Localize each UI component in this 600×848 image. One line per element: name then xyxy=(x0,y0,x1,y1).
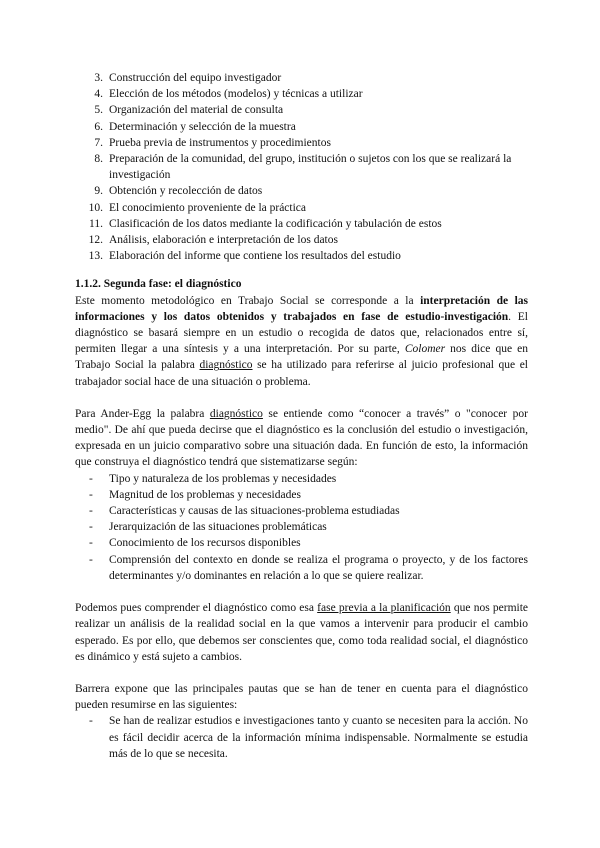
dash-bullet: - xyxy=(89,715,93,728)
list-text: Clasificación de los datos mediante la codificación y tabulación de estos xyxy=(109,217,442,230)
list-text: Obtención y recolección de datos xyxy=(109,185,263,198)
list-item xyxy=(75,119,528,135)
list-text: Elaboración del informe que contiene los resultados del estudio xyxy=(109,250,401,263)
list-number: 4. xyxy=(94,88,103,101)
paragraph-intro: Este momento metodológico en Trabajo Social se corresponde a la interpretación de las informaciones y los datos obtenidos y trabajados en fase de estudio-investigación. El diagnóstico se basará siempre en un estudio o recogida de datos que, relacionados entre sí, permiten llegar a una síntesis y a una interpretación. Por su parte, Colomer nos dice que en Trabajo Social la palabra diagnóstico se ha utilizado para referirse al juicio profesional que el trabajador social hace de una situación o problema. xyxy=(75,294,529,388)
list-text: Análisis, elaboración e interpretación de los datos xyxy=(109,234,338,247)
list-item xyxy=(75,70,528,86)
list-item xyxy=(75,248,528,264)
list-text: Conocimiento de los recursos disponibles xyxy=(109,537,301,550)
list-text: Comprensión del contexto en donde se realiza el programa o proyecto, y de los factores determinantes y/o dominantes en relación a lo que se quiere realizar. xyxy=(109,553,528,582)
list-item xyxy=(75,183,528,199)
list-text: Elección de los métodos (modelos) y técnicas a utilizar xyxy=(109,88,363,101)
list-text: Magnitud de los problemas y necesidades xyxy=(109,488,301,501)
list-item xyxy=(75,151,528,183)
dash-bullet: - xyxy=(89,505,93,518)
underlined-term: diagnóstico xyxy=(199,359,253,372)
list-item xyxy=(75,200,528,216)
list-item xyxy=(75,713,528,762)
underlined-term: fase previa a la planificación xyxy=(317,602,451,615)
list-text: Determinación y selección de la muestra xyxy=(109,120,296,133)
section-heading: 1.1.2. Segunda fase: el diagnóstico xyxy=(75,278,242,291)
list-number: 13. xyxy=(88,250,103,263)
list-number: 3. xyxy=(94,72,103,84)
list-number: 7. xyxy=(94,136,103,149)
list-text: Se han de realizar estudios e investigaciones tanto y cuanto se necesiten para la acción. No es fácil decidir acerca de la información mínima indispensable. Normalmente se estudia más de lo que se necesita. xyxy=(109,715,528,760)
list-item xyxy=(75,216,528,232)
author-name: Colomer xyxy=(404,343,446,356)
dash-list-guidelines xyxy=(75,713,528,762)
dash-bullet: - xyxy=(89,488,93,501)
dash-bullet: - xyxy=(89,553,93,566)
list-item xyxy=(75,86,528,102)
list-text: Organización del material de consulta xyxy=(109,104,284,117)
list-item xyxy=(75,503,528,519)
list-item xyxy=(75,232,528,248)
list-item xyxy=(75,471,528,487)
list-item xyxy=(75,135,528,151)
list-item xyxy=(75,519,528,535)
list-item xyxy=(75,552,528,584)
numbered-steps-list xyxy=(75,70,528,264)
list-text: Tipo y naturaleza de los problemas y necesidades xyxy=(109,472,337,485)
list-number: 5. xyxy=(94,104,103,117)
list-item xyxy=(75,487,528,503)
list-number: 10. xyxy=(88,201,103,214)
list-number: 9. xyxy=(94,185,103,198)
dash-list-criteria xyxy=(75,471,528,584)
dash-bullet: - xyxy=(89,537,93,550)
list-text: Construcción del equipo investigador xyxy=(109,72,282,84)
list-number: 11. xyxy=(89,217,103,230)
list-text: Preparación de la comunidad, del grupo, institución o sujetos con los que se realizará la investigación xyxy=(109,153,512,182)
list-item xyxy=(75,102,528,118)
list-number: 8. xyxy=(94,153,103,166)
list-text: Jerarquización de las situaciones problemáticas xyxy=(109,521,327,534)
list-number: 12. xyxy=(88,234,103,247)
dash-bullet: - xyxy=(89,521,93,534)
dash-bullet: - xyxy=(89,472,93,485)
paragraph-planning: Podemos pues comprender el diagnóstico como esa fase previa a la planificación que nos permite realizar un análisis de la realidad social en la que vamos a intervenir para producir el cambio esperado. Es por ello, que debemos ser conscientes que, como toda realidad social, el diagnóstico es dinámico y está sujeto a cambios. xyxy=(75,602,529,663)
list-item xyxy=(75,535,528,551)
list-number: 6. xyxy=(94,120,103,133)
document-page xyxy=(75,70,528,762)
list-text: Características y causas de las situaciones-problema estudiadas xyxy=(109,505,400,518)
list-text: El conocimiento proveniente de la práctica xyxy=(109,201,307,214)
underlined-term: diagnóstico xyxy=(209,407,263,420)
paragraph-barrera: Barrera expone que las principales pautas que se han de tener en cuenta para el diagnóstico pueden resumirse en las siguientes: xyxy=(75,682,528,712)
paragraph-ander-egg: Para Ander-Egg la palabra diagnóstico se entiende como “conocer a través” o "conocer por medio". De ahí que pueda decirse que el diagnóstico es la conclusión del estudio o investigación, expresada en un juicio comparativo sobre una situación dada. En función de esto, la información que construya el diagnóstico tendrá que sistematizarse según: xyxy=(75,407,528,469)
list-text: Prueba previa de instrumentos y procedimientos xyxy=(109,136,331,149)
bold-emphasis: interpretación de las informaciones y los datos obtenidos y trabajados en fase de estudio-investigación xyxy=(75,294,528,323)
